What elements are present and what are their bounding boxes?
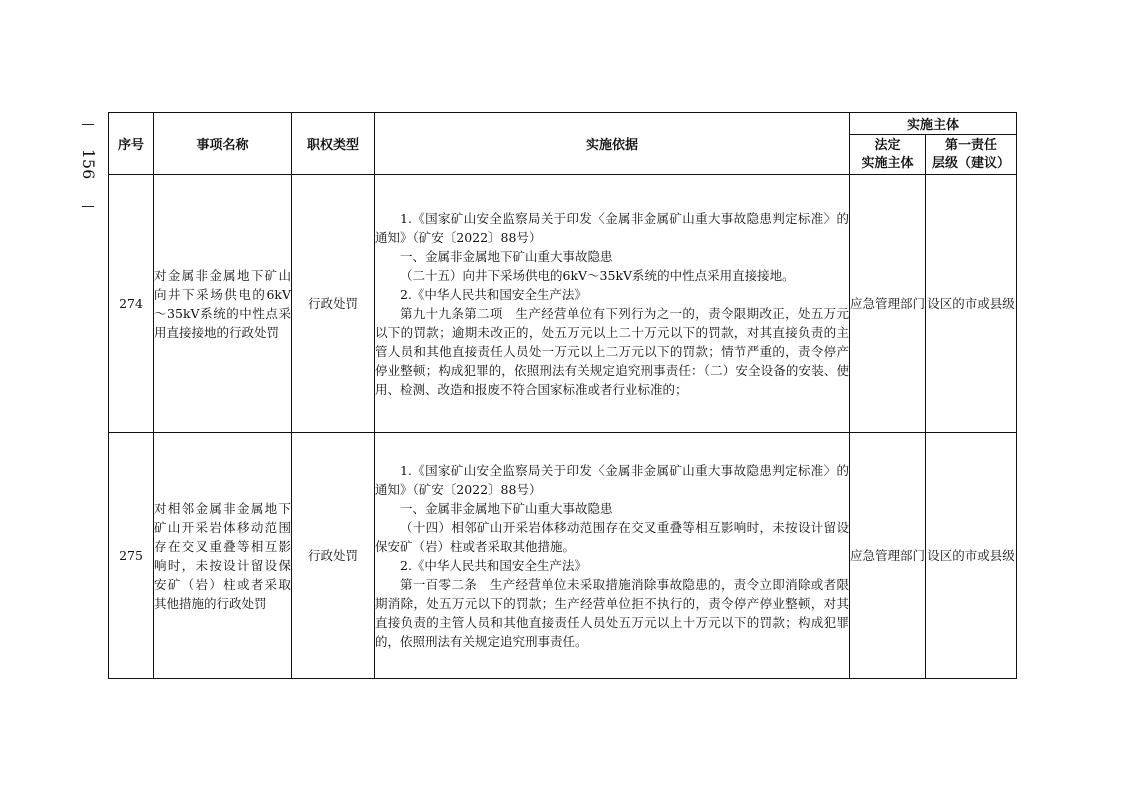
basis-line: 一、金属非金属地下矿山重大事故隐患 — [400, 500, 613, 516]
row-first-level: 设区的市或县级 — [926, 433, 1017, 679]
basis-line: 2.《中华人民共和国安全生产法》 — [400, 557, 587, 573]
page-number-dash-top — [82, 124, 94, 125]
row-power-type: 行政处罚 — [292, 175, 375, 433]
page-number-dash-bottom — [82, 206, 94, 207]
row-first-level: 设区的市或县级 — [926, 175, 1017, 433]
basis-line: 1.《国家矿山安全监察局关于印发〈金属非金属矿山重大事故隐患判定标准〉的通知》（矿安〔2022〕88号） — [375, 210, 849, 245]
header-power-type: 职权类型 — [292, 113, 375, 175]
page-number: 156 — [79, 148, 98, 180]
basis-line: 第九十九条第二项 生产经营单位有下列行为之一的，责令限期改正，处五万元以下的罚款；逾期未改正的，处五万元以上二十万元以下的罚款，对其直接负责的主管人员和其他直接责任人员处一万元以上二万元以下的罚款；情节严重的，责令停产停业整顿；构成犯罪的，依照刑法有关规定追究刑事责任：（二）安全设备的安装、使用、检测、改造和报废不符合国家标准或者行业标准的； — [375, 305, 849, 397]
row-basis — [375, 175, 850, 433]
header-seq: 序号 — [109, 113, 154, 175]
row-seq: 275 — [109, 433, 154, 679]
row-legal-subject: 应急管理部门 — [850, 433, 926, 679]
header-row-top — [109, 113, 1017, 135]
penalty-items-table — [108, 112, 1017, 679]
header-item-name: 事项名称 — [154, 113, 292, 175]
row-item-name: 对相邻金属非金属地下矿山开采岩体移动范围存在交叉重叠等相互影响时，未按设计留设保安矿（岩）柱或者采取其他措施的行政处罚 — [154, 433, 292, 679]
header-legal-subject: 法定 实施主体 — [850, 135, 926, 175]
header-basis: 实施依据 — [375, 113, 850, 175]
row-basis — [375, 433, 850, 679]
page-number-margin — [76, 118, 100, 210]
table-row — [109, 433, 1017, 679]
header-first-level: 第一责任 层级（建议） — [926, 135, 1017, 175]
basis-line: 2.《中华人民共和国安全生产法》 — [400, 286, 587, 302]
basis-line: 第一百零二条 生产经营单位未采取措施消除事故隐患的，责令立即消除或者限期消除，处五万元以下的罚款；生产经营单位拒不执行的，责令停产停业整顿，对其直接负责的主管人员和其他直接责任人员处五万元以上十万元以下的罚款；构成犯罪的，依照刑法有关规定追究刑事责任。 — [375, 576, 849, 649]
row-seq: 274 — [109, 175, 154, 433]
header-subject-group: 实施主体 — [850, 113, 1017, 135]
basis-line: （二十五）向井下采场供电的6kV～35kV系统的中性点采用直接接地。 — [400, 267, 795, 283]
table-row — [109, 175, 1017, 433]
row-legal-subject: 应急管理部门 — [850, 175, 926, 433]
row-item-name: 对金属非金属地下矿山向井下采场供电的6kV～35kV系统的中性点采用直接接地的行政处罚 — [154, 175, 292, 433]
row-power-type: 行政处罚 — [292, 433, 375, 679]
basis-line: 1.《国家矿山安全监察局关于印发〈金属非金属矿山重大事故隐患判定标准〉的通知》（矿安〔2022〕88号） — [375, 462, 849, 497]
basis-line: 一、金属非金属地下矿山重大事故隐患 — [400, 248, 613, 264]
basis-line: （十四）相邻矿山开采岩体移动范围存在交叉重叠等相互影响时，未按设计留设保安矿（岩）柱或者采取其他措施。 — [375, 519, 849, 554]
